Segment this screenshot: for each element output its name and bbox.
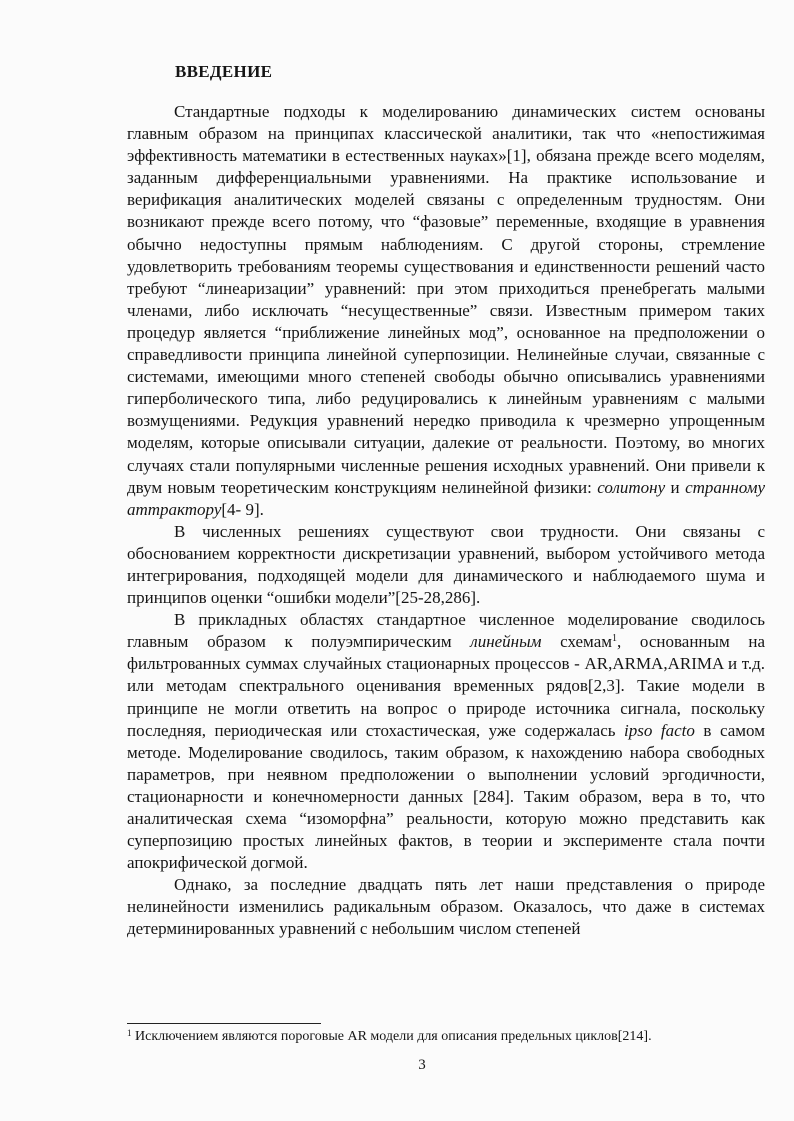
footnote-marker: 1 [612,633,618,645]
italic-term-strange-attractor: странному аттрактору [127,477,765,519]
italic-term-linear: линейным [470,632,542,652]
citation: [4- 9]. [221,499,264,519]
footnote-number: 1 [127,1028,132,1038]
text-segment: , основанным на фильтрованных суммах случайных стационарных процессов - AR,ARMA,ARIMA и т.д. или методам спектрального оценивания временных рядов[2,3]. Такие модели в принципе не могли ответить на вопрос о природе источника сигнала, поскольку последняя, периодическая или стохастическая, уже содержалась [127,632,765,740]
paragraph-3 [127,609,765,874]
text-segment: Однако, за последние двадцать пять лет наши представления о природе нелинейности изменились радикальным образом. Оказалось, что даже в системах детерминированных уравнений с небольшим числом степеней [127,875,765,939]
italic-term-ipso-facto: ipso facto [624,720,695,740]
text-segment: схемам [541,632,613,652]
text-segment: В численных решениях существуют свои трудности. Они связаны с обоснованием корректности дискретизации уравнений, выбором устойчивого метода интегрирования, подходящей модели для динамического и наблюдаемого шума и принципов оценки “ошибки модели”[25-28,286]. [127,521,765,608]
body-text [127,101,765,941]
text-segment: и [665,477,686,497]
text-segment: в самом методе. Моделирование сводилось, таким образом, к нахождению набора свободных параметров, при неявном предположении о выполнении условий эргодичности, стационарности и конечномерности данных [284]. Таким образом, вера в то, что аналитическая схема “изоморфна” реальности, которую можно представить как суперпозицию простых линейных фактов, в теории и эксперименте стала почти апокрифической догмой. [127,720,765,873]
paragraph-4 [127,874,765,940]
italic-term-soliton: солитону [597,477,666,497]
footnote-text: Исключением являются пороговые AR модели для описания предельных циклов[214]. [131,1029,652,1044]
footnote-divider [127,1023,321,1024]
page-number: 3 [418,1057,426,1073]
paragraph-1 [127,101,765,521]
footnote [127,1028,767,1045]
paragraph-2 [127,521,765,609]
section-heading: ВВЕДЕНИЕ [175,62,273,81]
text-segment: Стандартные подходы к моделированию динамических систем основаны главным образом на принципах классической аналитики, так что «непостижимая эффективность математики в естественных науках»[1], обязана прежде всего моделям, заданным дифференциальными уравнениями. На практике использование и верификация аналитических моделей связаны с определенным трудностям. Они возникают прежде всего потому, что “фазовые” переменные, входящие в уравнения обычно недоступны прямым наблюдениям. С другой стороны, стремление удовлетворить требованиям теоремы существования и единственности решений часто требуют “линеаризации” уравнений: при этом приходиться пренебрегать малыми членами, либо исключать “несущественные” связи. Известным примером таких процедур является “приближение линейных мод”, основанное на предположении о справедливости принципа линейной суперпозиции. Нелинейные случаи, связанные с системами, имеющими много степеней свободы обычно описывались уравнениями гиперболического типа, либо редуцировались к линейным уравнениям с малыми возмущениями. Редукция уравнений нередко приводила к чрезмерно упрощенным моделям, которые описывали ситуации, далекие от реальности. Поэтому, во многих случаях стали популярными численные решения исходных уравнений. Они привели к двум новым теоретическим конструкциям нелинейной физики: [127,102,765,497]
text-segment: В прикладных областях стандартное численное моделирование сводилось главным образом к полуэмпирическим [127,610,765,652]
